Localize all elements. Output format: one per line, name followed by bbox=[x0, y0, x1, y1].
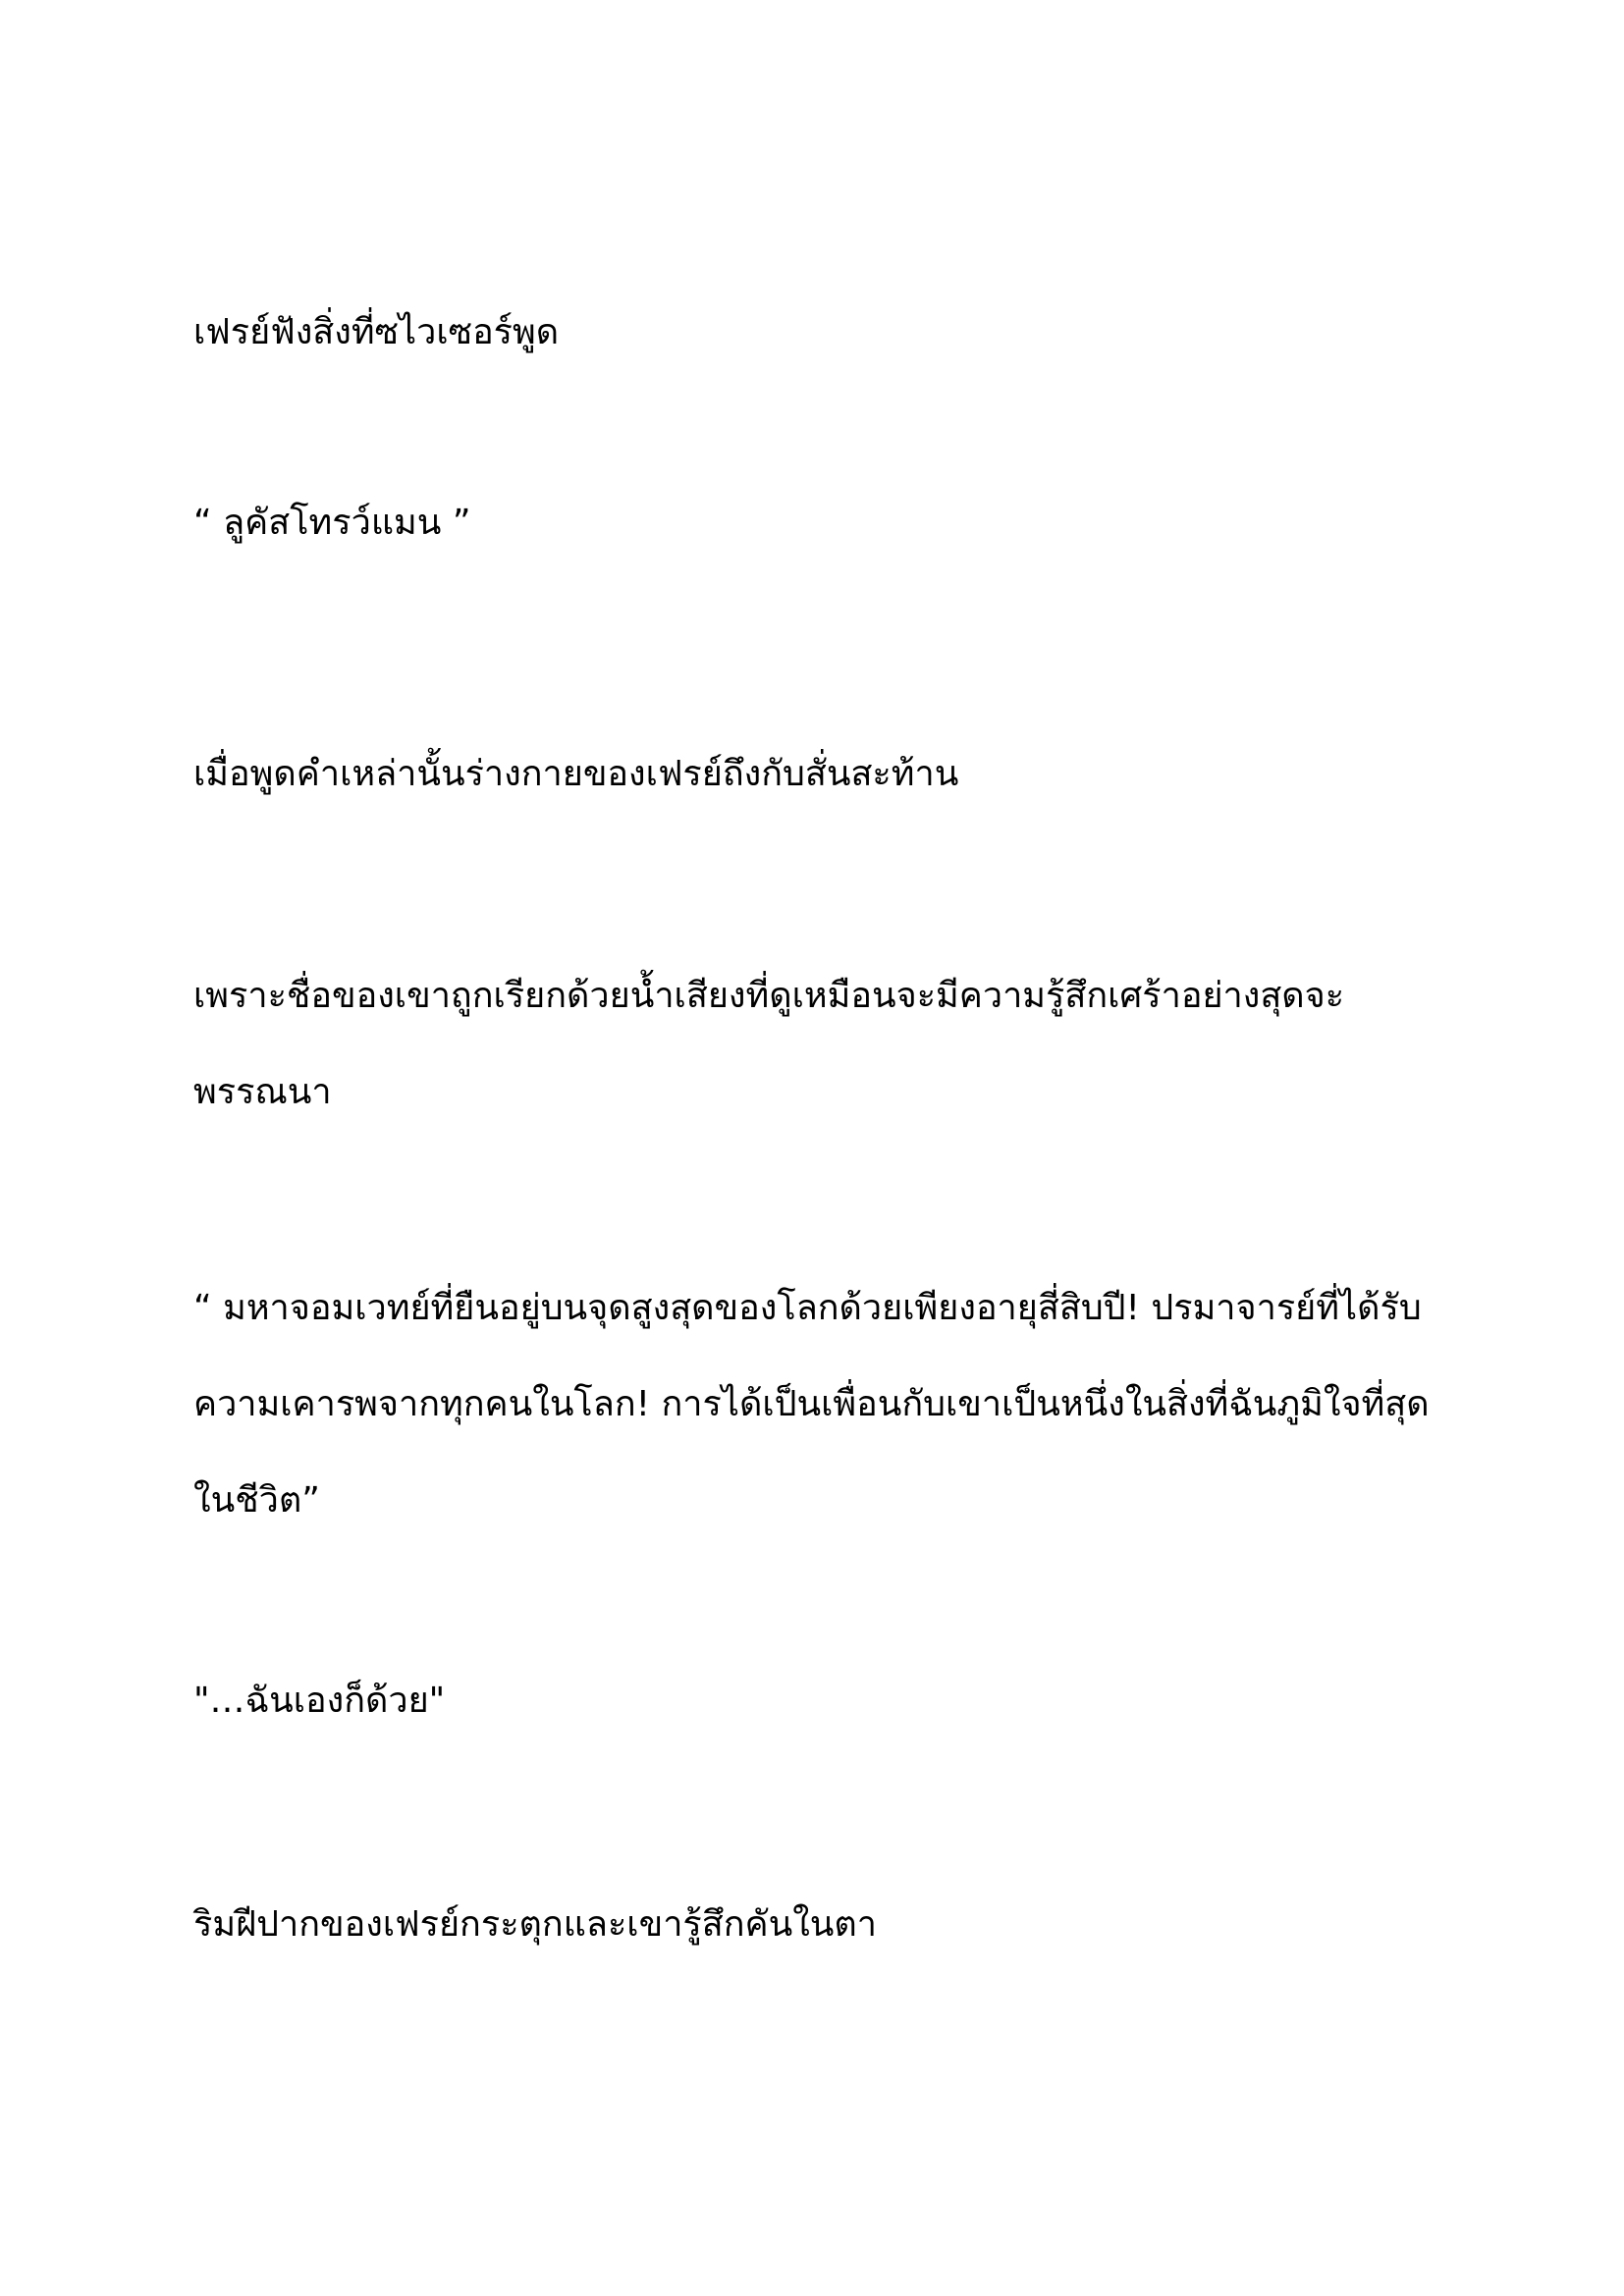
paragraph-line: “ ลูคัสโทรว์แมน ” bbox=[193, 503, 471, 543]
paragraph-4 bbox=[193, 948, 1460, 1141]
paragraph-line: เพราะชื่อของเขาถูกเรียกด้วยน้ำเสียงที่ดูเหมือนจะมีความรู้สึกเศร้าอย่างสุดจะ bbox=[193, 976, 1345, 1016]
paragraph-7 bbox=[193, 1877, 1460, 1973]
paragraph-3 bbox=[193, 726, 1460, 823]
paragraph-line: เมื่อพูดคำเหล่านั้นร่างกายของเฟรย์ถึงกับสั่นสะท้าน bbox=[193, 754, 959, 794]
paragraph-5-quote bbox=[193, 1260, 1460, 1549]
paragraph-1 bbox=[193, 285, 1460, 381]
paragraph-line: "…ฉันเองก็ด้วย" bbox=[193, 1681, 446, 1721]
paragraph-line: ความเคารพจากทุกคนในโลก! การได้เป็นเพื่อนกับเขาเป็นหนึ่งในสิ่งที่ฉันภูมิใจที่สุด bbox=[193, 1384, 1430, 1424]
paragraph-line: ในชีวิต” bbox=[193, 1480, 320, 1521]
paragraph-6-quote bbox=[193, 1653, 1460, 1749]
paragraph-line: ริมฝีปากของเฟรย์กระตุกและเขารู้สึกคันในตา bbox=[193, 1904, 878, 1945]
paragraph-line: พรรณนา bbox=[193, 1072, 332, 1112]
paragraph-line: เฟรย์ฟังสิ่งที่ซไวเซอร์พูด bbox=[193, 312, 560, 352]
paragraph-2-quote bbox=[193, 475, 1460, 571]
paragraph-line: “ มหาจอมเวทย์ที่ยืนอยู่บนจุดสูงสุดของโลกด้วยเพียงอายุสี่สิบปี! ปรมาจารย์ที่ได้รับ bbox=[193, 1288, 1422, 1328]
